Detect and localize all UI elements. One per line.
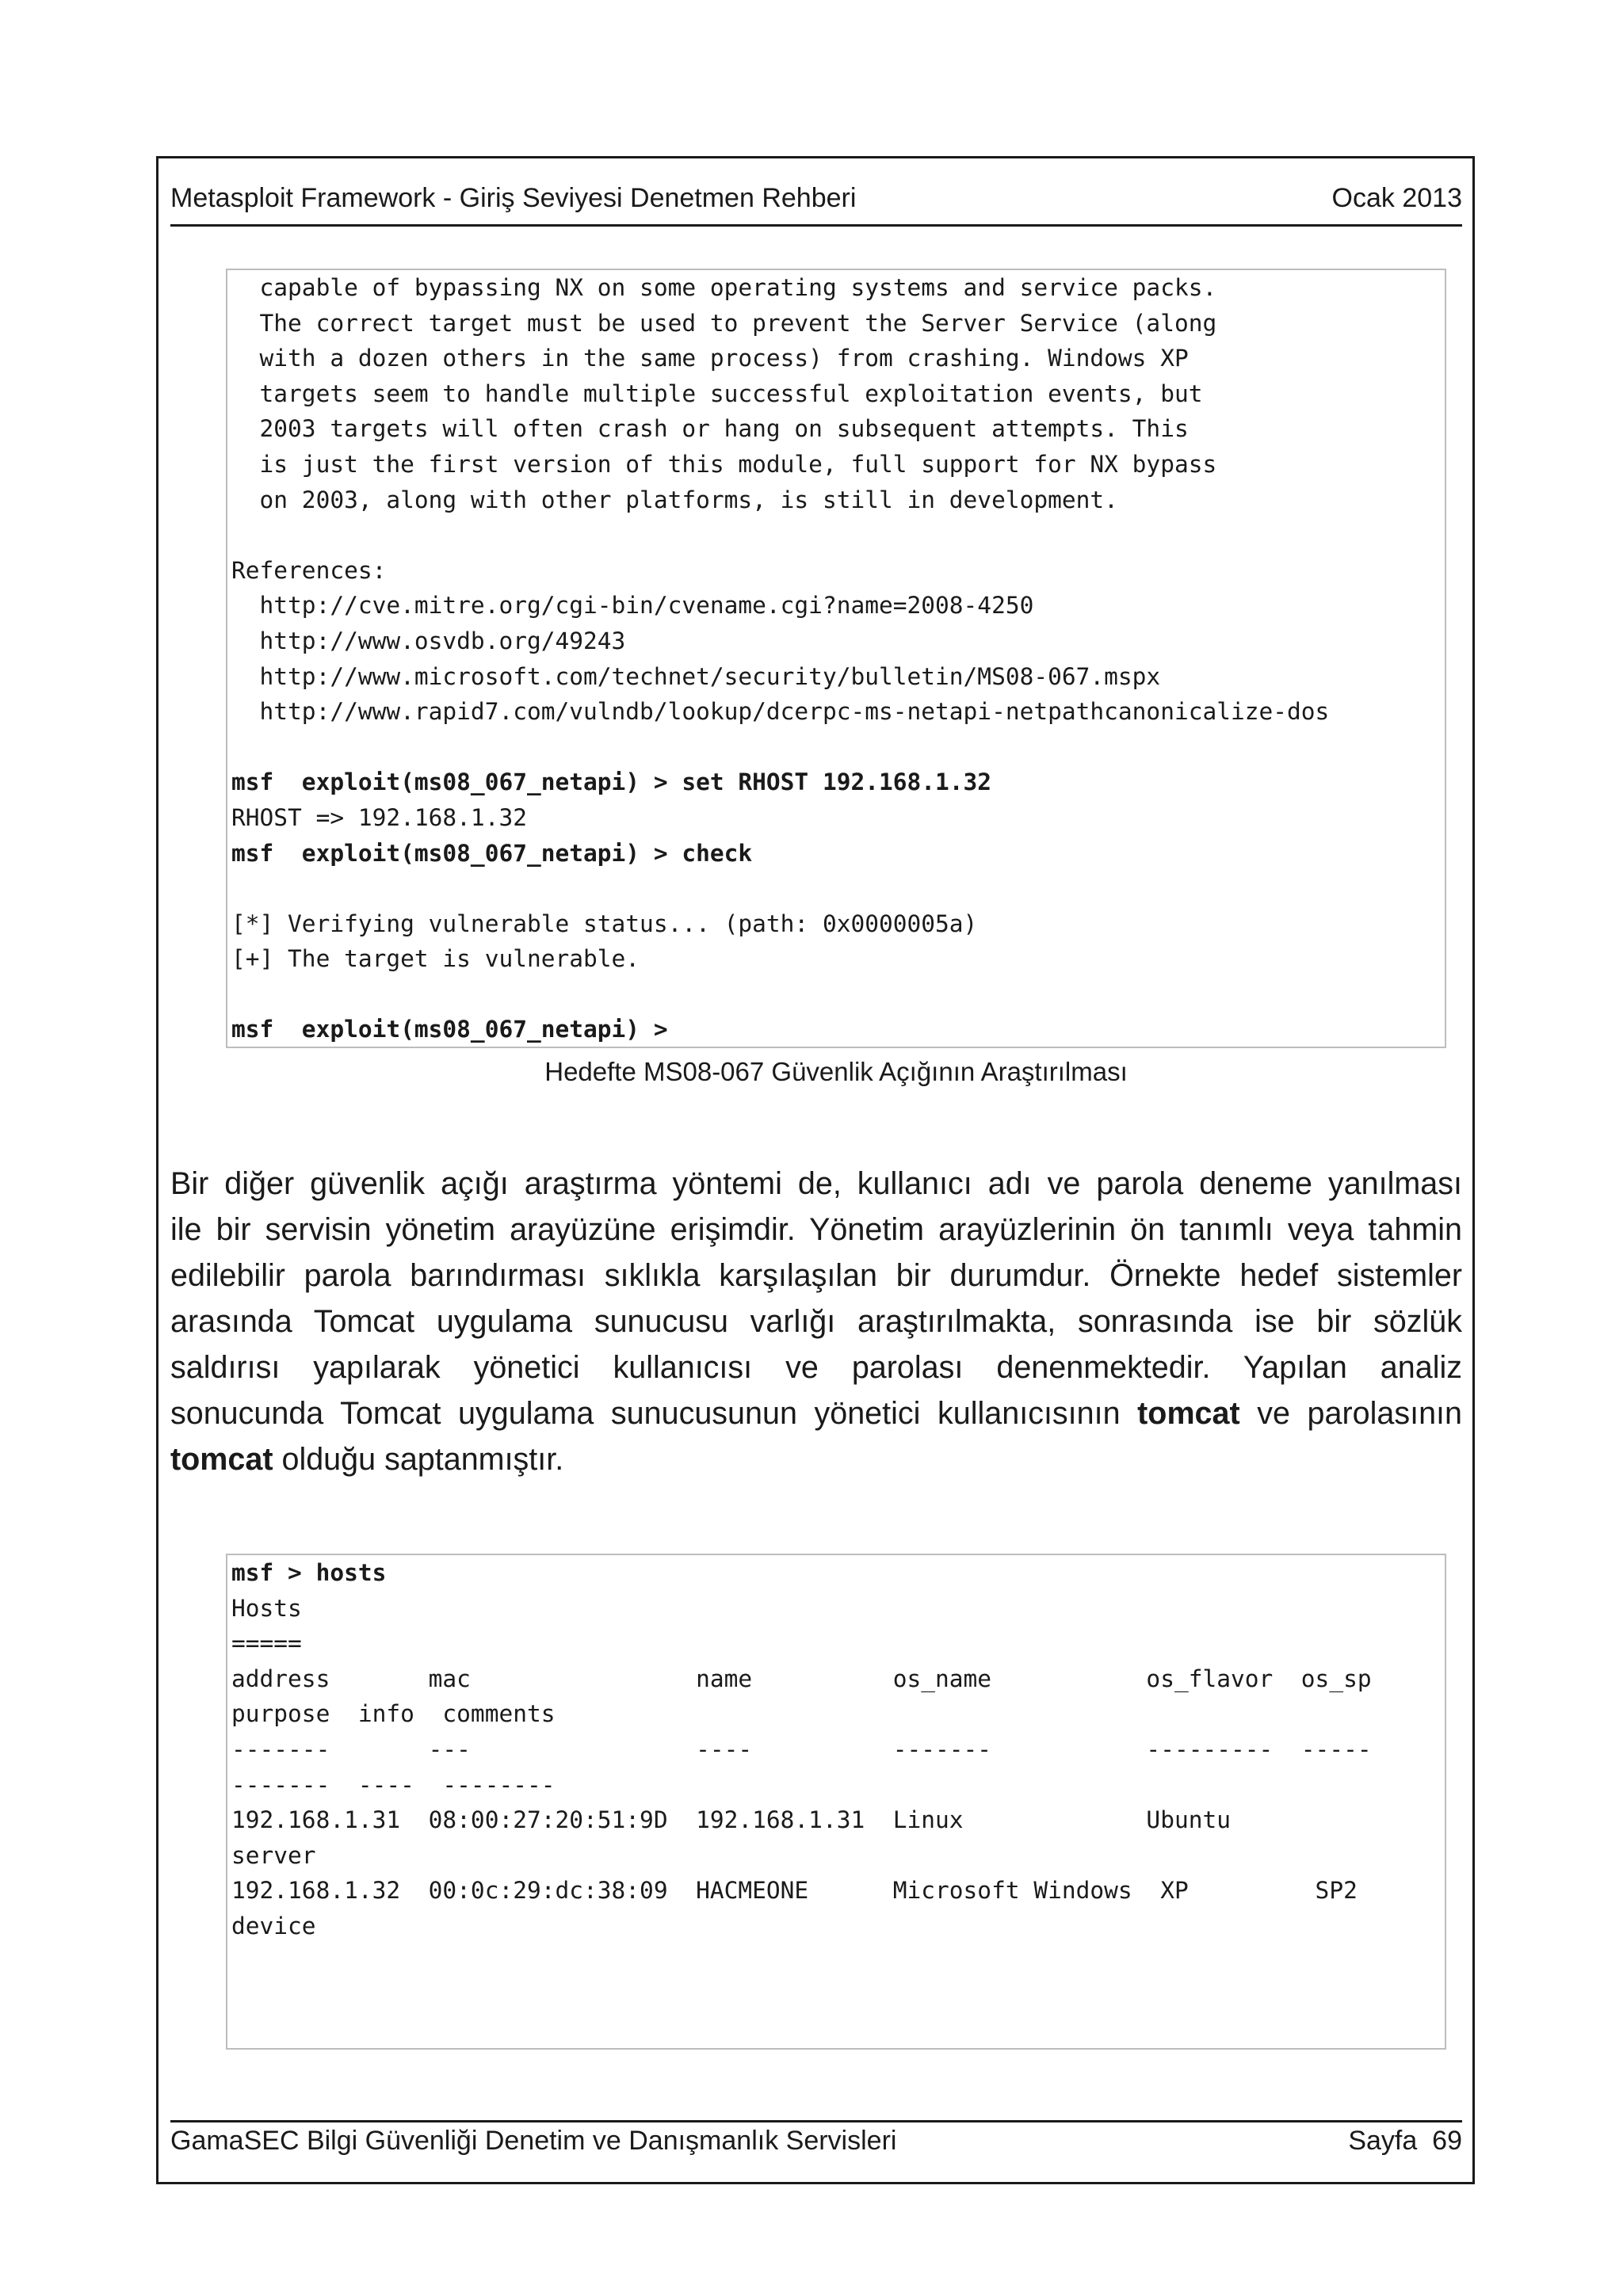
code-line xyxy=(231,871,1445,906)
code-line: [+] The target is vulnerable. xyxy=(231,945,640,973)
code-line: address mac name os_name os_flavor os_sp xyxy=(231,1665,1372,1692)
paragraph-line: arasında Tomcat uygulama sunucusu varlığı araştırılmakta, sonrasında ise bir sözlük xyxy=(170,1304,1462,1339)
paragraph-line: Bir diğer güvenlik açığı araştırma yöntemi de, kullanıcı adı ve parola deneme yanılması xyxy=(170,1166,1462,1201)
page-number: 69 xyxy=(1432,2126,1462,2156)
code-line: with a dozen others in the same process) from crashing. Windows XP xyxy=(231,345,1189,372)
code-lines xyxy=(231,1555,1445,1944)
code-line: References: xyxy=(231,556,387,584)
code-line: http://www.osvdb.org/49243 xyxy=(231,627,626,654)
code-line: 2003 targets will often crash or hang on subsequent attempts. This xyxy=(231,415,1189,443)
emphasis-password: tomcat xyxy=(170,1442,273,1477)
code-line: ===== xyxy=(231,1630,302,1657)
paragraph-line xyxy=(170,1390,1462,1436)
code-line: msf exploit(ms08_067_netapi) > set RHOST 192.168.1.32 xyxy=(231,769,992,796)
code-block-exploit-check xyxy=(226,269,1446,1048)
code-line: 192.168.1.32 00:0c:29:dc:38:09 HACMEONE Microsoft Windows XP SP2 xyxy=(231,1877,1358,1905)
code-line: RHOST => 192.168.1.32 xyxy=(231,803,527,831)
code-line: on 2003, along with other platforms, is still in development. xyxy=(231,486,1118,513)
paragraph-text: olduğu saptanmıştır. xyxy=(273,1442,564,1477)
emphasis-username: tomcat xyxy=(1137,1396,1240,1431)
code-line: targets seem to handle multiple successful exploitation events, but xyxy=(231,379,1203,407)
paragraph-line: ile bir servisin yönetim arayüzüne erişimdir. Yönetim arayüzlerinin ön tanımlı veya tahmin xyxy=(170,1212,1462,1247)
paragraph-text: sonucunda Tomcat uygulama sunucusunun yönetici kullanıcısının xyxy=(170,1396,1138,1431)
code-lines xyxy=(231,270,1445,1047)
code-block-hosts xyxy=(226,1554,1446,2050)
code-line: msf exploit(ms08_067_netapi) > xyxy=(231,1016,668,1043)
code-line: http://www.rapid7.com/vulndb/lookup/dcerpc-ms-netapi-netpathcanonicalize-dos xyxy=(231,698,1330,726)
page-label: Sayfa xyxy=(1348,2126,1418,2156)
code-line: 192.168.1.31 08:00:27:20:51:9D 192.168.1.31 Linux Ubuntu xyxy=(231,1806,1231,1834)
code-line: Hosts xyxy=(231,1594,302,1622)
paragraph-line: saldırısı yapılarak yönetici kullanıcısı ve parolası denenmektedir. Yapılan analiz xyxy=(170,1350,1462,1385)
company-name: GamaSEC Bilgi Güvenliği Denetim ve Danışmanlık Servisleri xyxy=(170,2126,897,2156)
page-header xyxy=(170,181,1462,227)
paragraph-line xyxy=(170,1436,1462,1482)
body-paragraph xyxy=(170,1161,1462,1482)
code-line xyxy=(231,517,1445,553)
code-line: The correct target must be used to prevent the Server Service (along xyxy=(231,309,1217,337)
page-footer xyxy=(170,2122,1462,2161)
document-date: Ocak 2013 xyxy=(1331,183,1462,213)
code-line: msf exploit(ms08_067_netapi) > check xyxy=(231,839,753,867)
document-title: Metasploit Framework - Giriş Seviyesi Denetmen Rehberi xyxy=(170,183,857,213)
code-line: is just the first version of this module, full support for NX bypass xyxy=(231,450,1217,478)
code-line xyxy=(231,977,1445,1013)
code-line: device xyxy=(231,1912,316,1939)
code-line: ------- --- ---- ------- --------- ----- xyxy=(231,1735,1372,1763)
page-number-block xyxy=(1348,2122,1462,2159)
paragraph-text: ve parolasının xyxy=(1239,1396,1462,1431)
code-line: msf > hosts xyxy=(231,1559,387,1586)
code-line xyxy=(231,730,1445,765)
paragraph-line: edilebilir parola barındırması sıklıkla karşılaşılan bir durumdur. Örnekte hedef sistemler xyxy=(170,1258,1462,1293)
code-line: ------- ---- -------- xyxy=(231,1771,556,1798)
code-line: purpose info comments xyxy=(231,1700,556,1728)
figure-caption: Hedefte MS08-067 Güvenlik Açığının Araştırılması xyxy=(544,1057,1128,1086)
code-line: [*] Verifying vulnerable status... (path: 0x0000005a) xyxy=(231,910,978,937)
header-rule xyxy=(170,224,1462,227)
code-line: server xyxy=(231,1841,316,1869)
code-line: http://www.microsoft.com/technet/security/bulletin/MS08-067.mspx xyxy=(231,662,1161,690)
code-line: capable of bypassing NX on some operating systems and service packs. xyxy=(231,274,1217,301)
code-line: http://cve.mitre.org/cgi-bin/cvename.cgi?name=2008-4250 xyxy=(231,592,1034,620)
